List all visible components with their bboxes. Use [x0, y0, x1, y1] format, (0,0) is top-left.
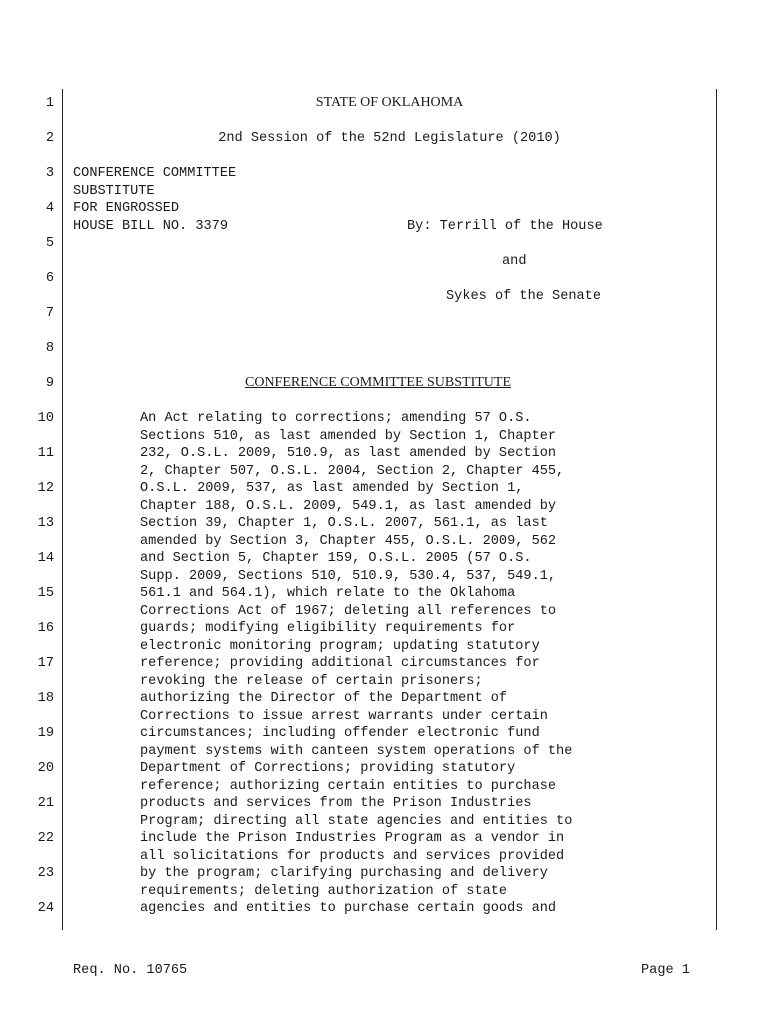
bill-id-line: HOUSE BILL NO. 3379: [73, 218, 228, 234]
line-number: 8: [45, 341, 54, 356]
body-line: 2, Chapter 507, O.S.L. 2004, Section 2, Chapter 455,: [140, 463, 565, 479]
line-number: 5: [45, 236, 54, 251]
body-line: Corrections Act of 1967; deleting all references to: [140, 603, 557, 619]
body-line: 561.1 and 564.1), which relate to the Oklahoma: [140, 586, 516, 601]
right-margin-rule: [716, 89, 717, 930]
body-line: agencies and entities to purchase certain goods and: [140, 901, 557, 916]
bill-id-line: CONFERENCE COMMITTEE: [73, 166, 237, 181]
author-conjunction: and: [502, 254, 527, 269]
page-number: Page 1: [641, 963, 690, 978]
author-house: By: Terrill of the House: [407, 219, 603, 234]
line-number: 18: [37, 691, 54, 706]
line-number: 24: [37, 901, 54, 916]
bill-id-line: FOR ENGROSSED: [73, 201, 180, 216]
body-line: reference; providing additional circumstances for: [140, 656, 540, 671]
line-number: 15: [37, 586, 54, 601]
line-number: 19: [37, 726, 54, 741]
line-number: 22: [37, 831, 54, 846]
body-line: circumstances; including offender electronic fund: [140, 726, 540, 741]
body-line: O.S.L. 2009, 537, as last amended by Section 1,: [140, 481, 524, 496]
section-title: CONFERENCE COMMITTEE SUBSTITUTE: [245, 375, 511, 390]
bill-identifier: [73, 165, 236, 235]
line-number: 9: [45, 376, 54, 391]
body-line: 232, O.S.L. 2009, 510.9, as last amended by Section: [140, 446, 557, 461]
line-number: 17: [37, 656, 54, 671]
line-number: 3: [45, 166, 54, 181]
body-line: Program; directing all state agencies and entities to: [140, 813, 573, 829]
bill-id-line: SUBSTITUTE: [73, 183, 155, 199]
body-line: Corrections to issue arrest warrants under certain: [140, 708, 548, 724]
body-line: authorizing the Director of the Department of: [140, 691, 508, 706]
request-number: Req. No. 10765: [73, 963, 188, 978]
state-heading: STATE OF OKLAHOMA: [315, 95, 464, 110]
body-line: guards; modifying eligibility requirements for: [140, 621, 516, 636]
body-line: requirements; deleting authorization of state: [140, 883, 508, 899]
left-margin-rule: [62, 89, 63, 930]
body-line: Section 39, Chapter 1, O.S.L. 2007, 561.1, as last: [140, 516, 548, 531]
line-number: 7: [45, 306, 54, 321]
body-line: all solicitations for products and services provided: [140, 848, 565, 864]
line-number: 14: [37, 551, 54, 566]
bill-title-body: [140, 410, 572, 918]
line-number: 4: [45, 201, 54, 216]
line-number: 16: [37, 621, 54, 636]
body-line: Department of Corrections; providing statutory: [140, 761, 516, 776]
body-line: revoking the release of certain prisoners;: [140, 673, 483, 689]
line-number: 21: [37, 796, 54, 811]
body-line: Supp. 2009, Sections 510, 510.9, 530.4, 537, 549.1,: [140, 568, 557, 584]
line-number: 20: [37, 761, 54, 776]
body-line: electronic monitoring program; updating statutory: [140, 638, 540, 654]
line-number: 23: [37, 866, 54, 881]
line-number: 11: [37, 446, 54, 461]
line-number: 13: [37, 516, 54, 531]
body-line: reference; authorizing certain entities to purchase: [140, 778, 557, 794]
body-line: An Act relating to corrections; amending 57 O.S.: [140, 411, 532, 426]
line-number: 10: [37, 411, 54, 426]
body-line: products and services from the Prison Industries: [140, 796, 532, 811]
body-line: include the Prison Industries Program as a vendor in: [140, 831, 565, 846]
line-number: 12: [37, 481, 54, 496]
line-number: 6: [45, 271, 54, 286]
session-heading: 2nd Session of the 52nd Legislature (2010): [218, 131, 561, 146]
body-line: amended by Section 3, Chapter 455, O.S.L. 2009, 562: [140, 533, 557, 549]
line-number: 2: [45, 131, 54, 146]
author-senate: Sykes of the Senate: [446, 289, 601, 304]
body-line: by the program; clarifying purchasing and delivery: [140, 866, 548, 881]
line-number: 1: [45, 96, 54, 111]
body-line: and Section 5, Chapter 159, O.S.L. 2005 (57 O.S.: [140, 551, 532, 566]
body-line: Sections 510, as last amended by Section 1, Chapter: [140, 428, 557, 444]
body-line: payment systems with canteen system operations of the: [140, 743, 573, 759]
body-line: Chapter 188, O.S.L. 2009, 549.1, as last amended by: [140, 498, 557, 514]
